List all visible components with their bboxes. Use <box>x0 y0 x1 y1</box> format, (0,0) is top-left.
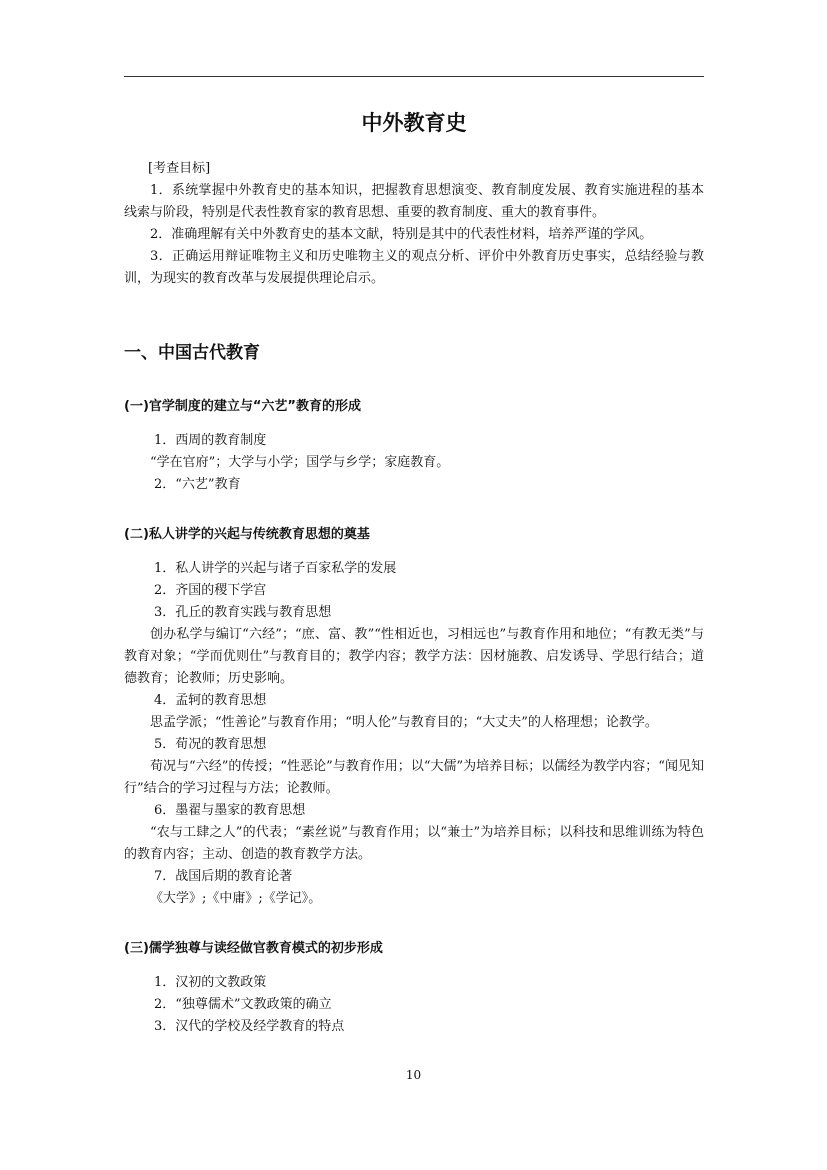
list-item: 6．墨翟与墨家的教育思想 <box>154 803 306 818</box>
item-description: “农与工肆之人”的代表；“素丝说”与教育作用；以“兼士”为培养目标；以科技和思维训练为特色的教育内容；主动、创造的教育教学方法。 <box>124 825 704 862</box>
list-item: 3．孔丘的教育实践与教育思想 <box>154 605 332 620</box>
list-item: 4．孟轲的教育思想 <box>154 693 267 708</box>
header-rule <box>124 76 704 77</box>
list-item: 5．荀况的教育思想 <box>154 737 267 752</box>
subsection-heading-1: (一)官学制度的建立与“六艺”教育的形成 <box>124 399 361 414</box>
subsection-heading-2: (二)私人讲学的兴起与传统教育思想的奠基 <box>124 527 370 542</box>
objective-item: 3．正确运用辩证唯物主义和历史唯物主义的观点分析、评价中外教育历史事实，总结经验与教训，为现实的教育改革与发展提供理论启示。 <box>124 249 704 286</box>
list-item: 3．汉代的学校及经学教育的特点 <box>154 1019 345 1034</box>
item-description: 创办私学与编订“六经”；“庶、富、教”“性相近也，习相远也”与教育作用和地位；“有教无类”与教育对象；“学而优则仕”与教育目的；教学内容；教学方法：因材施教、启发诱导、学思行结合；道德教育；论教师；历史影响。 <box>124 627 704 686</box>
page-title: 中外教育史 <box>361 111 467 135</box>
item-description: 《大学》;《中庸》;《学记》。 <box>150 891 322 906</box>
section-heading-ancient-china: 一、中国古代教育 <box>124 343 260 363</box>
objectives-heading: [考查目标] <box>148 161 211 176</box>
list-item: 2．“六艺”教育 <box>154 477 241 492</box>
list-item: 2．齐国的稷下学宫 <box>154 583 267 598</box>
list-item: 1．西周的教育制度 <box>154 433 267 448</box>
list-item: 7．战国后期的教育论著 <box>154 869 293 884</box>
objective-item: 1．系统掌握中外教育史的基本知识，把握教育思想演变、教育制度发展、教育实施进程的基本线索与阶段，特别是代表性教育家的教育思想、重要的教育制度、重大的教育事件。 <box>124 183 704 220</box>
objectives <box>124 158 704 290</box>
subsection-heading-3: (三)儒学独尊与读经做官教育模式的初步形成 <box>124 941 383 956</box>
document-page <box>124 108 704 1038</box>
item-description: 荀况与“六经”的传授；“性恶论”与教育作用；以“大儒”为培养目标；以儒经为教学内容；“闻见知行”结合的学习过程与方法；论教师。 <box>124 759 704 796</box>
list-item: 2．“独尊儒术”文教政策的确立 <box>154 997 332 1012</box>
item-description: “学在官府”；大学与小学；国学与乡学；家庭教育。 <box>150 455 450 470</box>
list-item: 1．私人讲学的兴起与诸子百家私学的发展 <box>154 561 397 576</box>
page-number: 10 <box>405 1068 422 1082</box>
item-description: 思孟学派；“性善论”与教育作用；“明人伦”与教育目的；“大丈夫”的人格理想；论教学。 <box>150 715 658 730</box>
list-item: 1．汉初的文教政策 <box>154 975 267 990</box>
objective-item: 2．准确理解有关中外教育史的基本文献，特别是其中的代表性材料，培养严谨的学风。 <box>150 227 653 242</box>
